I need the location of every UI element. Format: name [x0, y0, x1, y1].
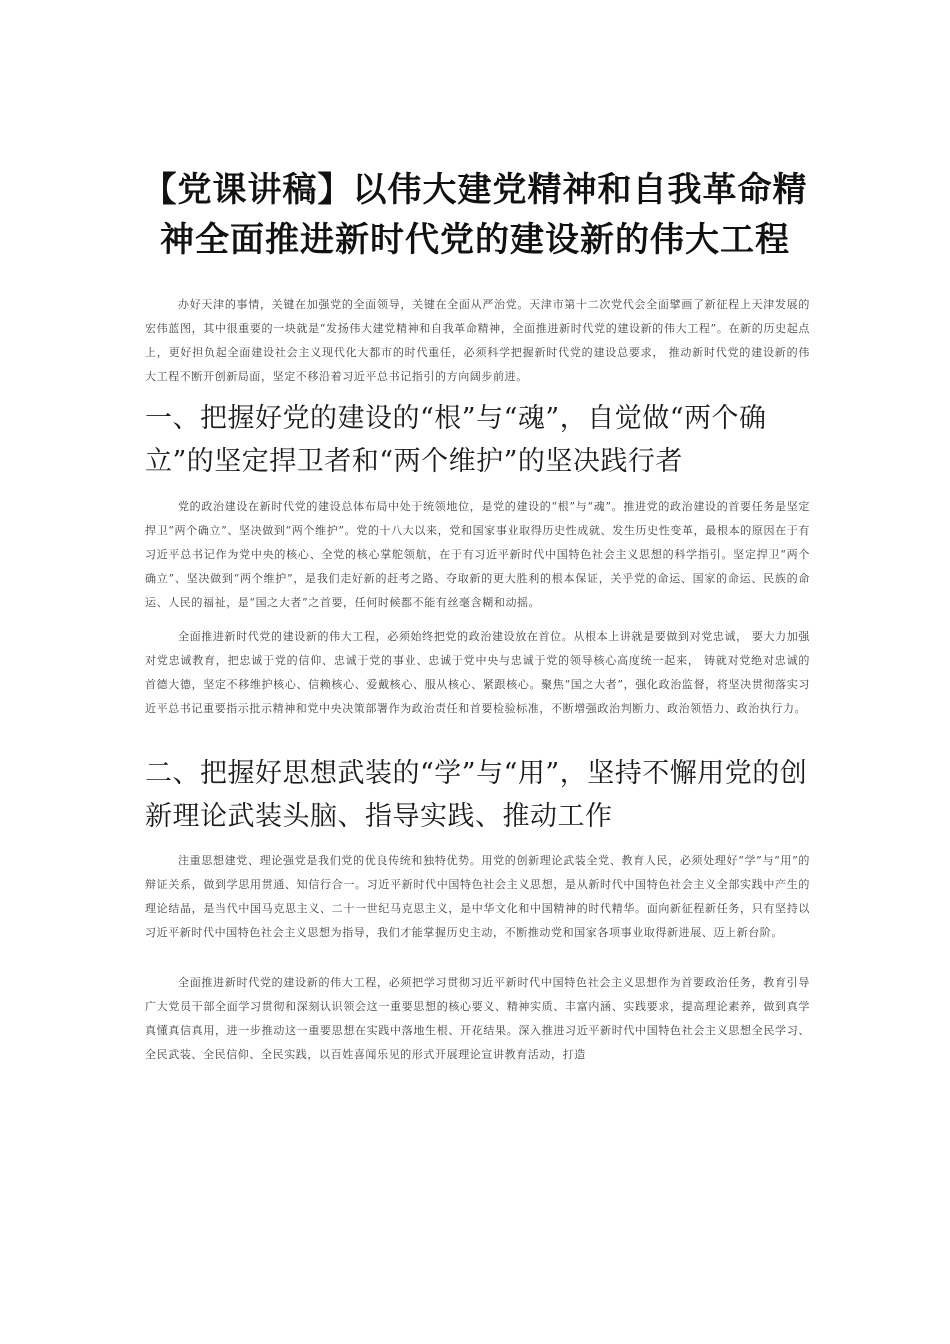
section-2-paragraph-2: 全面推进新时代党的建设新的伟大工程，必须把学习贯彻习近平新时代中国特色社会主义思想作为首要政治任务，教育引导广大党员干部全面学习贯彻和深刻认识领会这一重要思想的核心要义、精神实质、丰富内涵、实践要求，提高理论素养，做到真学真懂真信真用，进一步推动这一重要思想在实践中落地生根、开花结果。深入推进习近平新时代中国特色社会主义思想全民学习、全民武装、全民信仰、全民实践，以百姓喜闻乐见的形式开展理论宣讲教育活动，打造: [145, 976, 810, 1061]
section-1-paragraph-1: 党的政治建设在新时代党的建设总体布局中处于统领地位，是党的建设的“根”与“魂”。推进党的政治建设的首要任务是坚定捍卫“两个确立”、坚决做到“两个维护”。党的十八大以来，党和国家事业取得历史性成就、发生历史性变革，最根本的原因在于有习近平总书记作为党中央的核心、全党的核心掌舵领航，在于有习近平新时代中国特色社会主义思想的科学指引。坚定捍卫“两个确立”、坚决做到“两个维护”，是我们走好新的赶考之路、夺取新的更大胜利的根本保证，关乎党的命运、国家的命运、民族的命运、人民的福祉，是“国之大者”之首要，任何时候都不能有丝毫含糊和动摇。: [145, 500, 810, 609]
section-1-heading: 一、把握好党的建设的“根”与“魂”，自觉做“两个确立”的坚定捍卫者和“两个维护”的坚决践行者: [145, 403, 767, 477]
section-1-paragraph-2: 全面推进新时代党的建设新的伟大工程，必须始终把党的政治建设放在首位。从根本上讲就是要做到对党忠诚， 要大力加强对党忠诚教育，把忠诚于党的信仰、忠诚于党的事业、忠诚于党中央与忠诚于党的领导核心高度统一起来， 铸就对党绝对忠诚的首德大德，坚定不移维护核心、信赖核心、爱戴核心、服从核心、紧跟核心。聚焦“国之大者”，强化政治监督，将坚决贯彻落实习近平总书记重要指示批示精神和党中央决策部署作为政治责任和首要检验标准，不断增强政治判断力、政治领悟力、政治执行力。: [145, 630, 810, 715]
section-2-heading: 二、把握好思想武装的“学”与“用”，坚持不懈用党的创新理论武装头脑、指导实践、推动工作: [145, 758, 808, 832]
intro-paragraph: 办好天津的事情，关键在加强党的全面领导，关键在全面从严治党。天津市第十二次党代会全面擘画了新征程上天津发展的宏伟蓝图，其中很重要的一块就是“发扬伟大建党精神和自我革命精神，全面推进新时代党的建设新的伟大工程”。在新的历史起点上，更好担负起全面建设社会主义现代化大都市的时代重任，必须科学把握新时代党的建设总要求， 推动新时代党的建设新的伟大工程不断开创新局面，坚定不移沿着习近平总书记指引的方向阔步前进。: [145, 298, 810, 383]
document-title: 【党课讲稿】以伟大建党精神和自我革命精神全面推进新时代党的建设新的伟大工程: [142, 170, 808, 260]
section-2-paragraph-1: 注重思想建党、理论强党是我们党的优良传统和独特优势。用党的创新理论武装全党、教育人民，必须处理好“学”与“用”的辩证关系，做到学思用贯通、知信行合一。习近平新时代中国特色社会主义思想，是从新时代中国特色社会主义全部实践中产生的理论结晶，是当代中国马克思主义、二十一世纪马克思主义，是中华文化和中国精神的时代精华。面向新征程新任务，只有坚持以习近平新时代中国特色社会主义思想为指导，我们才能掌握历史主动，不断推动党和国家各项事业取得新进展、迈上新台阶。: [145, 854, 810, 939]
